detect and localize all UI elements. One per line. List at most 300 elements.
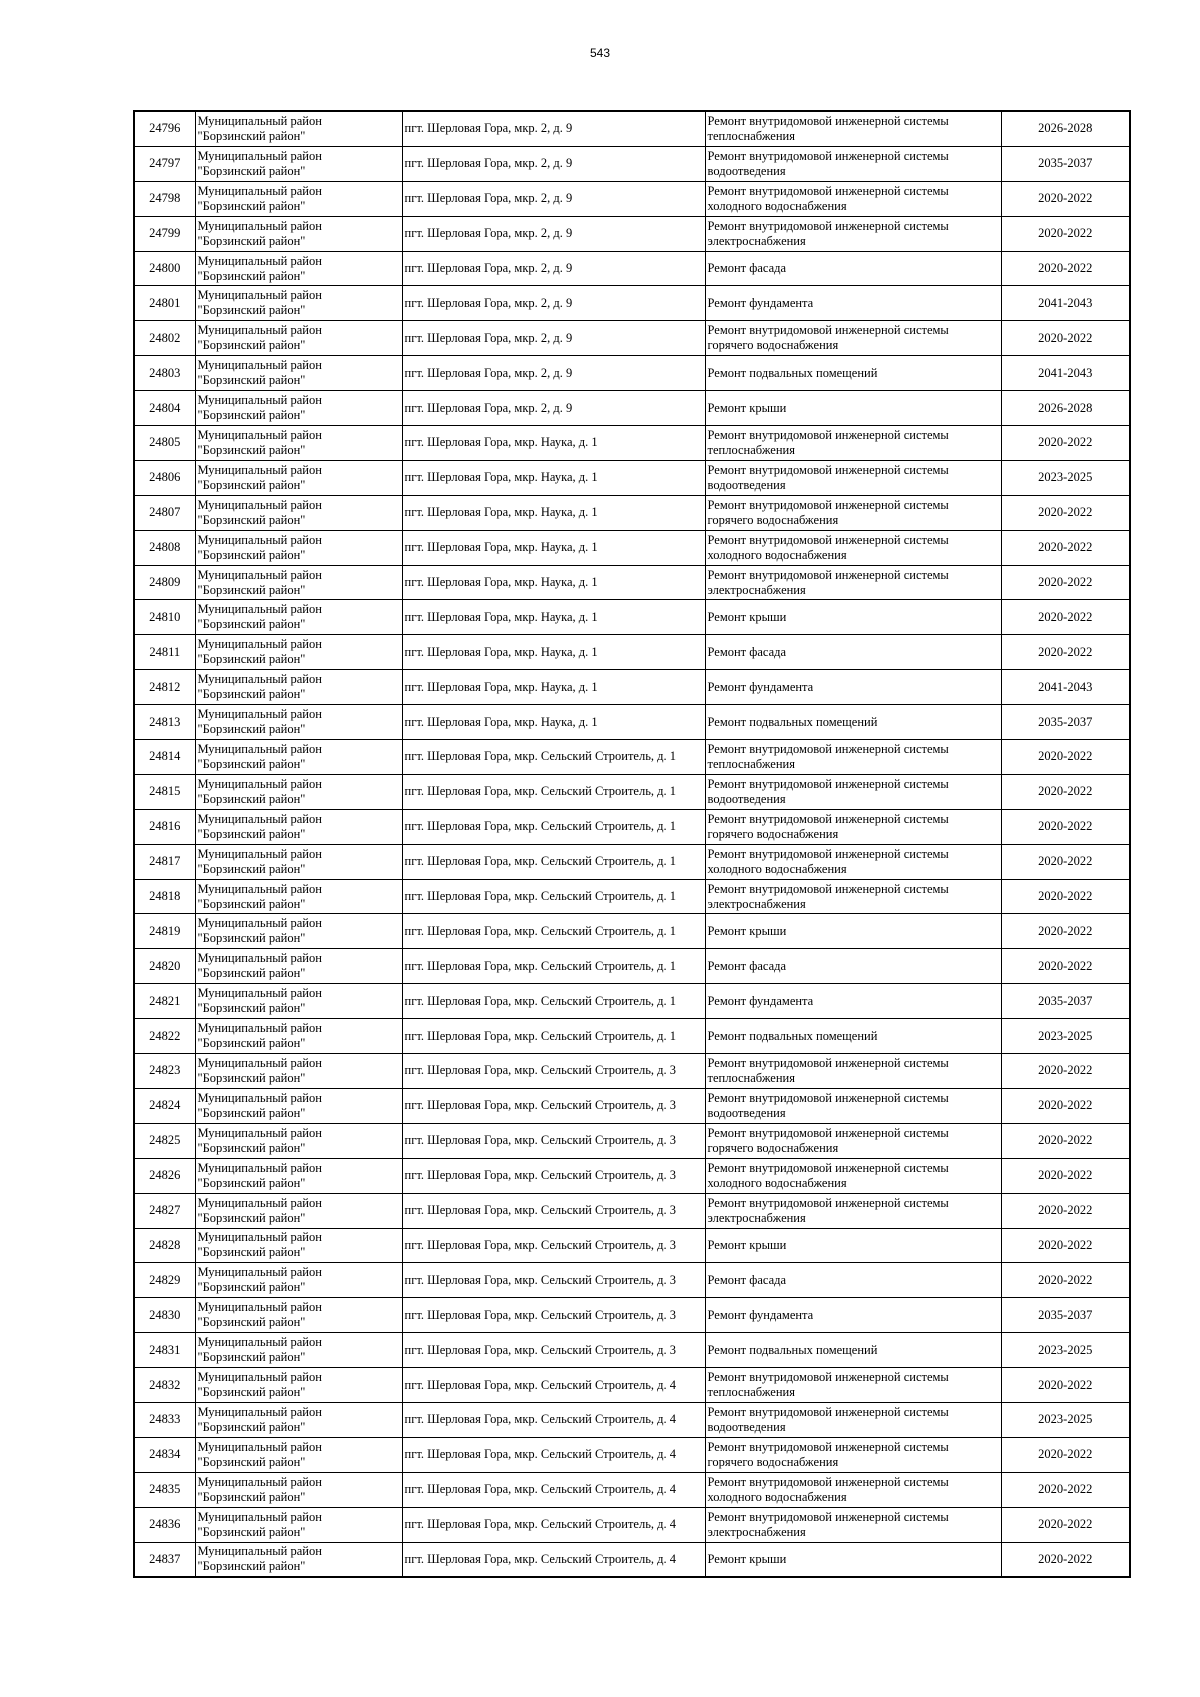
period-cell: 2020-2022	[1001, 251, 1130, 286]
work-type-line-2: водоотведения	[707, 791, 786, 806]
work-type-cell	[705, 356, 1001, 391]
period-cell: 2020-2022	[1001, 879, 1130, 914]
work-type-line-1: Ремонт крыши	[707, 1551, 787, 1566]
municipality-line-2: "Борзинский район"	[197, 1489, 306, 1504]
work-type-line-1: Ремонт внутридомовой инженерной системы	[707, 776, 949, 791]
table-row	[134, 1368, 1130, 1403]
address-cell: пгт. Шерловая Гора, мкр. Сельский Строитель, д. 4	[402, 1542, 705, 1577]
period-cell: 2020-2022	[1001, 1542, 1130, 1577]
address-cell: пгт. Шерловая Гора, мкр. Наука, д. 1	[402, 495, 705, 530]
municipality-line-2: "Борзинский район"	[197, 1140, 306, 1155]
address-cell: пгт. Шерловая Гора, мкр. Сельский Строитель, д. 1	[402, 949, 705, 984]
work-type-line-1: Ремонт внутридомовой инженерной системы	[707, 113, 949, 128]
period-cell: 2020-2022	[1001, 914, 1130, 949]
period-cell: 2020-2022	[1001, 635, 1130, 670]
work-type-line-1: Ремонт фасада	[707, 1272, 787, 1287]
work-type-cell	[705, 181, 1001, 216]
row-number: 24802	[134, 321, 195, 356]
row-number: 24813	[134, 705, 195, 740]
municipality-line-1: Муниципальный район	[197, 1474, 322, 1489]
period-cell: 2020-2022	[1001, 530, 1130, 565]
municipality-cell	[195, 1472, 402, 1507]
address-cell: пгт. Шерловая Гора, мкр. Сельский Строитель, д. 3	[402, 1054, 705, 1089]
table-row	[134, 844, 1130, 879]
period-cell: 2020-2022	[1001, 1472, 1130, 1507]
municipality-line-2: "Борзинский район"	[197, 128, 306, 143]
work-type-line-1: Ремонт внутридомовой инженерной системы	[707, 1474, 949, 1489]
work-type-cell	[705, 426, 1001, 461]
municipality-cell	[195, 1333, 402, 1368]
municipality-line-2: "Борзинский район"	[197, 931, 306, 946]
row-number: 24819	[134, 914, 195, 949]
work-type-line-2: электроснабжения	[707, 1524, 806, 1539]
municipality-cell	[195, 251, 402, 286]
table-row	[134, 600, 1130, 635]
work-type-line-2: горячего водоснабжения	[707, 826, 839, 841]
municipality-line-1: Муниципальный район	[197, 288, 322, 303]
table-row	[134, 495, 1130, 530]
work-type-cell	[705, 1298, 1001, 1333]
work-type-cell	[705, 774, 1001, 809]
address-cell: пгт. Шерловая Гора, мкр. Сельский Строитель, д. 4	[402, 1402, 705, 1437]
work-type-cell	[705, 914, 1001, 949]
period-cell: 2020-2022	[1001, 1088, 1130, 1123]
table-row	[134, 740, 1130, 775]
municipality-line-2: "Борзинский район"	[197, 268, 306, 283]
row-number: 24797	[134, 146, 195, 181]
municipality-cell	[195, 286, 402, 321]
municipality-line-1: Муниципальный район	[197, 427, 322, 442]
work-type-line-1: Ремонт внутридомовой инженерной системы	[707, 1509, 949, 1524]
row-number: 24823	[134, 1054, 195, 1089]
row-number: 24834	[134, 1437, 195, 1472]
table-row	[134, 111, 1130, 146]
municipality-cell	[195, 1298, 402, 1333]
period-cell: 2020-2022	[1001, 1263, 1130, 1298]
municipality-line-1: Муниципальный район	[197, 183, 322, 198]
work-type-line-2: холодного водоснабжения	[707, 1489, 847, 1504]
municipality-line-2: "Борзинский район"	[197, 722, 306, 737]
work-type-cell	[705, 1228, 1001, 1263]
municipality-cell	[195, 146, 402, 181]
address-cell: пгт. Шерловая Гора, мкр. Наука, д. 1	[402, 635, 705, 670]
address-cell: пгт. Шерловая Гора, мкр. Сельский Строитель, д. 3	[402, 1263, 705, 1298]
table-row	[134, 251, 1130, 286]
municipality-line-1: Муниципальный район	[197, 148, 322, 163]
row-number: 24809	[134, 565, 195, 600]
work-type-cell	[705, 1263, 1001, 1298]
municipality-line-1: Муниципальный район	[197, 462, 322, 477]
work-type-line-1: Ремонт внутридомовой инженерной системы	[707, 1125, 949, 1140]
work-type-line-2: электроснабжения	[707, 896, 806, 911]
municipality-cell	[195, 809, 402, 844]
municipality-cell	[195, 949, 402, 984]
table-row	[134, 670, 1130, 705]
row-number: 24818	[134, 879, 195, 914]
work-type-cell	[705, 1088, 1001, 1123]
work-type-line-2: горячего водоснабжения	[707, 338, 839, 353]
table-body	[134, 111, 1130, 1577]
work-type-line-1: Ремонт внутридомовой инженерной системы	[707, 218, 949, 233]
table-row	[134, 426, 1130, 461]
municipality-line-1: Муниципальный район	[197, 1509, 322, 1524]
municipality-line-1: Муниципальный район	[197, 323, 322, 338]
period-cell: 2035-2037	[1001, 705, 1130, 740]
period-cell: 2020-2022	[1001, 1123, 1130, 1158]
address-cell: пгт. Шерловая Гора, мкр. Наука, д. 1	[402, 460, 705, 495]
address-cell: пгт. Шерловая Гора, мкр. Сельский Строитель, д. 1	[402, 879, 705, 914]
period-cell: 2023-2025	[1001, 1019, 1130, 1054]
municipality-cell	[195, 1019, 402, 1054]
row-number: 24836	[134, 1507, 195, 1542]
work-type-line-1: Ремонт фасада	[707, 958, 787, 973]
row-number: 24827	[134, 1193, 195, 1228]
municipality-line-2: "Борзинский район"	[197, 756, 306, 771]
municipality-cell	[195, 1368, 402, 1403]
municipality-line-2: "Борзинский район"	[197, 896, 306, 911]
row-number: 24803	[134, 356, 195, 391]
period-cell: 2041-2043	[1001, 670, 1130, 705]
municipality-cell	[195, 879, 402, 914]
work-type-line-1: Ремонт внутридомовой инженерной системы	[707, 497, 949, 512]
municipality-cell	[195, 1542, 402, 1577]
address-cell: пгт. Шерловая Гора, мкр. 2, д. 9	[402, 216, 705, 251]
municipality-line-1: Муниципальный район	[197, 776, 322, 791]
municipality-line-2: "Борзинский район"	[197, 512, 306, 527]
table-row	[134, 1019, 1130, 1054]
work-type-line-1: Ремонт фундамента	[707, 679, 814, 694]
municipality-line-1: Муниципальный район	[197, 567, 322, 582]
period-cell: 2041-2043	[1001, 356, 1130, 391]
period-cell: 2020-2022	[1001, 844, 1130, 879]
municipality-line-1: Муниципальный район	[197, 707, 322, 722]
municipality-line-1: Муниципальный район	[197, 916, 322, 931]
period-cell: 2041-2043	[1001, 286, 1130, 321]
address-cell: пгт. Шерловая Гора, мкр. 2, д. 9	[402, 391, 705, 426]
municipality-line-1: Муниципальный район	[197, 1404, 322, 1419]
row-number: 24826	[134, 1158, 195, 1193]
table-row	[134, 1158, 1130, 1193]
municipality-cell	[195, 1123, 402, 1158]
period-cell: 2020-2022	[1001, 1507, 1130, 1542]
work-type-cell	[705, 111, 1001, 146]
work-type-line-2: холодного водоснабжения	[707, 547, 847, 562]
table-row	[134, 321, 1130, 356]
municipality-line-2: "Борзинский район"	[197, 1454, 306, 1469]
row-number: 24810	[134, 600, 195, 635]
address-cell: пгт. Шерловая Гора, мкр. 2, д. 9	[402, 146, 705, 181]
period-cell: 2020-2022	[1001, 565, 1130, 600]
municipality-line-1: Муниципальный район	[197, 497, 322, 512]
period-cell: 2020-2022	[1001, 774, 1130, 809]
work-type-line-1: Ремонт внутридомовой инженерной системы	[707, 567, 949, 582]
work-type-cell	[705, 216, 1001, 251]
table-row	[134, 879, 1130, 914]
period-cell: 2020-2022	[1001, 495, 1130, 530]
work-type-line-2: водоотведения	[707, 163, 786, 178]
municipality-line-1: Муниципальный район	[197, 881, 322, 896]
row-number: 24796	[134, 111, 195, 146]
table-row	[134, 356, 1130, 391]
municipality-cell	[195, 216, 402, 251]
work-type-cell	[705, 740, 1001, 775]
address-cell: пгт. Шерловая Гора, мкр. Сельский Строитель, д. 4	[402, 1437, 705, 1472]
row-number: 24825	[134, 1123, 195, 1158]
work-type-cell	[705, 1507, 1001, 1542]
table-row	[134, 1054, 1130, 1089]
address-cell: пгт. Шерловая Гора, мкр. Наука, д. 1	[402, 565, 705, 600]
municipality-cell	[195, 1158, 402, 1193]
row-number: 24812	[134, 670, 195, 705]
municipality-line-1: Муниципальный район	[197, 113, 322, 128]
row-number: 24805	[134, 426, 195, 461]
table-row	[134, 530, 1130, 565]
table-row	[134, 460, 1130, 495]
period-cell: 2023-2025	[1001, 460, 1130, 495]
work-type-line-2: водоотведения	[707, 1419, 786, 1434]
municipality-line-1: Муниципальный район	[197, 1195, 322, 1210]
work-type-line-1: Ремонт внутридомовой инженерной системы	[707, 741, 949, 756]
work-type-line-1: Ремонт внутридомовой инженерной системы	[707, 1160, 949, 1175]
municipality-line-1: Муниципальный район	[197, 951, 322, 966]
municipality-line-2: "Борзинский район"	[197, 966, 306, 981]
municipality-line-2: "Борзинский район"	[197, 1524, 306, 1539]
period-cell: 2026-2028	[1001, 391, 1130, 426]
municipality-line-1: Муниципальный район	[197, 637, 322, 652]
municipality-line-1: Муниципальный район	[197, 846, 322, 861]
address-cell: пгт. Шерловая Гора, мкр. Сельский Строитель, д. 3	[402, 1193, 705, 1228]
municipality-line-2: "Борзинский район"	[197, 652, 306, 667]
municipality-line-2: "Борзинский район"	[197, 1559, 306, 1574]
work-type-cell	[705, 321, 1001, 356]
row-number: 24831	[134, 1333, 195, 1368]
work-type-line-1: Ремонт фундамента	[707, 993, 814, 1008]
work-type-line-2: электроснабжения	[707, 1210, 806, 1225]
municipality-line-1: Муниципальный район	[197, 358, 322, 373]
table-row	[134, 635, 1130, 670]
municipality-line-1: Муниципальный район	[197, 1335, 322, 1350]
municipality-line-2: "Борзинский район"	[197, 373, 306, 388]
municipality-cell	[195, 1054, 402, 1089]
municipality-line-2: "Борзинский район"	[197, 1419, 306, 1434]
row-number: 24829	[134, 1263, 195, 1298]
work-type-cell	[705, 1368, 1001, 1403]
work-type-line-1: Ремонт внутридомовой инженерной системы	[707, 1195, 949, 1210]
work-type-line-2: водоотведения	[707, 477, 786, 492]
work-type-cell	[705, 984, 1001, 1019]
municipality-cell	[195, 111, 402, 146]
municipality-line-2: "Борзинский район"	[197, 547, 306, 562]
work-type-cell	[705, 460, 1001, 495]
row-number: 24817	[134, 844, 195, 879]
municipality-line-1: Муниципальный район	[197, 253, 322, 268]
row-number: 24798	[134, 181, 195, 216]
municipality-line-2: "Борзинский район"	[197, 1001, 306, 1016]
work-type-line-2: электроснабжения	[707, 582, 806, 597]
address-cell: пгт. Шерловая Гора, мкр. Сельский Строитель, д. 1	[402, 844, 705, 879]
row-number: 24800	[134, 251, 195, 286]
municipality-cell	[195, 600, 402, 635]
municipality-line-1: Муниципальный район	[197, 811, 322, 826]
period-cell: 2035-2037	[1001, 146, 1130, 181]
municipality-line-2: "Борзинский район"	[197, 1315, 306, 1330]
address-cell: пгт. Шерловая Гора, мкр. Сельский Строитель, д. 1	[402, 774, 705, 809]
work-type-line-1: Ремонт внутридомовой инженерной системы	[707, 811, 949, 826]
municipality-line-2: "Борзинский район"	[197, 303, 306, 318]
work-type-line-1: Ремонт крыши	[707, 923, 787, 938]
period-cell: 2020-2022	[1001, 426, 1130, 461]
work-type-line-2: теплоснабжения	[707, 756, 795, 771]
municipality-cell	[195, 740, 402, 775]
municipality-cell	[195, 774, 402, 809]
municipality-line-1: Муниципальный район	[197, 1021, 322, 1036]
work-type-cell	[705, 251, 1001, 286]
period-cell: 2020-2022	[1001, 1368, 1130, 1403]
work-type-cell	[705, 286, 1001, 321]
table-row	[134, 914, 1130, 949]
address-cell: пгт. Шерловая Гора, мкр. Сельский Строитель, д. 1	[402, 984, 705, 1019]
address-cell: пгт. Шерловая Гора, мкр. Сельский Строитель, д. 1	[402, 809, 705, 844]
municipality-line-2: "Борзинский район"	[197, 198, 306, 213]
work-type-line-1: Ремонт фасада	[707, 644, 787, 659]
period-cell: 2023-2025	[1001, 1402, 1130, 1437]
work-type-cell	[705, 1158, 1001, 1193]
period-cell: 2035-2037	[1001, 984, 1130, 1019]
work-type-cell	[705, 949, 1001, 984]
work-type-cell	[705, 1472, 1001, 1507]
address-cell: пгт. Шерловая Гора, мкр. Сельский Строитель, д. 1	[402, 914, 705, 949]
address-cell: пгт. Шерловая Гора, мкр. Сельский Строитель, д. 3	[402, 1088, 705, 1123]
municipality-cell	[195, 321, 402, 356]
table-row	[134, 146, 1130, 181]
table-row	[134, 1228, 1130, 1263]
row-number: 24811	[134, 635, 195, 670]
municipality-cell	[195, 705, 402, 740]
municipality-line-2: "Борзинский район"	[197, 826, 306, 841]
work-type-line-2: горячего водоснабжения	[707, 1454, 839, 1469]
work-type-line-1: Ремонт внутридомовой инженерной системы	[707, 1090, 949, 1105]
municipality-cell	[195, 460, 402, 495]
row-number: 24824	[134, 1088, 195, 1123]
table-row	[134, 1542, 1130, 1577]
municipality-line-2: "Борзинский район"	[197, 1175, 306, 1190]
period-cell: 2020-2022	[1001, 216, 1130, 251]
municipality-cell	[195, 565, 402, 600]
municipality-line-2: "Борзинский район"	[197, 1385, 306, 1399]
address-cell: пгт. Шерловая Гора, мкр. Сельский Строитель, д. 3	[402, 1158, 705, 1193]
work-type-cell	[705, 809, 1001, 844]
address-cell: пгт. Шерловая Гора, мкр. Сельский Строитель, д. 1	[402, 1019, 705, 1054]
address-cell: пгт. Шерловая Гора, мкр. Наука, д. 1	[402, 426, 705, 461]
period-cell: 2020-2022	[1001, 1054, 1130, 1089]
municipality-line-1: Муниципальный район	[197, 1439, 322, 1454]
work-type-line-1: Ремонт фундамента	[707, 1307, 814, 1322]
municipality-line-2: "Борзинский район"	[197, 1210, 306, 1225]
municipality-line-2: "Борзинский район"	[197, 233, 306, 248]
municipality-line-2: "Борзинский район"	[197, 1280, 306, 1295]
municipality-line-1: Муниципальный район	[197, 1090, 322, 1105]
work-type-cell	[705, 1193, 1001, 1228]
address-cell: пгт. Шерловая Гора, мкр. Сельский Строитель, д. 3	[402, 1228, 705, 1263]
address-cell: пгт. Шерловая Гора, мкр. 2, д. 9	[402, 321, 705, 356]
table-row	[134, 1088, 1130, 1123]
work-type-cell	[705, 844, 1001, 879]
municipality-line-1: Муниципальный район	[197, 741, 322, 756]
period-cell: 2035-2037	[1001, 1298, 1130, 1333]
municipality-cell	[195, 1402, 402, 1437]
municipality-cell	[195, 391, 402, 426]
period-cell: 2020-2022	[1001, 1228, 1130, 1263]
work-type-cell	[705, 635, 1001, 670]
municipality-line-2: "Борзинский район"	[197, 1105, 306, 1120]
table-row	[134, 705, 1130, 740]
address-cell: пгт. Шерловая Гора, мкр. Наука, д. 1	[402, 705, 705, 740]
table-row	[134, 181, 1130, 216]
period-cell: 2020-2022	[1001, 1158, 1130, 1193]
work-type-line-2: водоотведения	[707, 1105, 786, 1120]
municipality-line-2: "Борзинский район"	[197, 791, 306, 806]
work-type-cell	[705, 1019, 1001, 1054]
row-number: 24808	[134, 530, 195, 565]
municipality-cell	[195, 984, 402, 1019]
address-cell: пгт. Шерловая Гора, мкр. Сельский Строитель, д. 3	[402, 1333, 705, 1368]
period-cell: 2023-2025	[1001, 1333, 1130, 1368]
table-row	[134, 809, 1130, 844]
work-type-line-2: теплоснабжения	[707, 1070, 795, 1085]
municipality-line-2: "Борзинский район"	[197, 1245, 306, 1260]
municipality-cell	[195, 495, 402, 530]
work-type-line-2: теплоснабжения	[707, 128, 795, 143]
address-cell: пгт. Шерловая Гора, мкр. 2, д. 9	[402, 251, 705, 286]
work-type-line-1: Ремонт подвальных помещений	[707, 1342, 878, 1357]
municipality-cell	[195, 1263, 402, 1298]
table-row	[134, 391, 1130, 426]
work-type-cell	[705, 495, 1001, 530]
row-number: 24814	[134, 740, 195, 775]
municipality-cell	[195, 530, 402, 565]
municipality-cell	[195, 1507, 402, 1542]
municipality-line-2: "Борзинский район"	[197, 1070, 306, 1085]
row-number: 24822	[134, 1019, 195, 1054]
row-number: 24835	[134, 1472, 195, 1507]
municipality-line-2: "Борзинский район"	[197, 442, 306, 457]
municipality-line-1: Муниципальный район	[197, 532, 322, 547]
municipality-line-1: Муниципальный район	[197, 1230, 322, 1245]
work-type-cell	[705, 1402, 1001, 1437]
address-cell: пгт. Шерловая Гора, мкр. Сельский Строитель, д. 3	[402, 1298, 705, 1333]
work-type-cell	[705, 600, 1001, 635]
work-type-line-1: Ремонт крыши	[707, 400, 787, 415]
table-row	[134, 1123, 1130, 1158]
municipality-cell	[195, 181, 402, 216]
period-cell: 2026-2028	[1001, 111, 1130, 146]
municipality-line-1: Муниципальный район	[197, 602, 322, 617]
work-type-line-2: горячего водоснабжения	[707, 1140, 839, 1155]
table-row	[134, 1333, 1130, 1368]
municipality-line-1: Муниципальный район	[197, 986, 322, 1001]
work-type-cell	[705, 565, 1001, 600]
address-cell: пгт. Шерловая Гора, мкр. Сельский Строитель, д. 4	[402, 1507, 705, 1542]
work-type-line-1: Ремонт внутридомовой инженерной системы	[707, 1370, 949, 1384]
municipality-line-2: "Борзинский район"	[197, 408, 306, 423]
municipality-line-1: Муниципальный район	[197, 1055, 322, 1070]
row-number: 24828	[134, 1228, 195, 1263]
address-cell: пгт. Шерловая Гора, мкр. 2, д. 9	[402, 111, 705, 146]
period-cell: 2020-2022	[1001, 809, 1130, 844]
row-number: 24816	[134, 809, 195, 844]
municipality-line-1: Муниципальный район	[197, 218, 322, 233]
work-type-line-2: холодного водоснабжения	[707, 861, 847, 876]
